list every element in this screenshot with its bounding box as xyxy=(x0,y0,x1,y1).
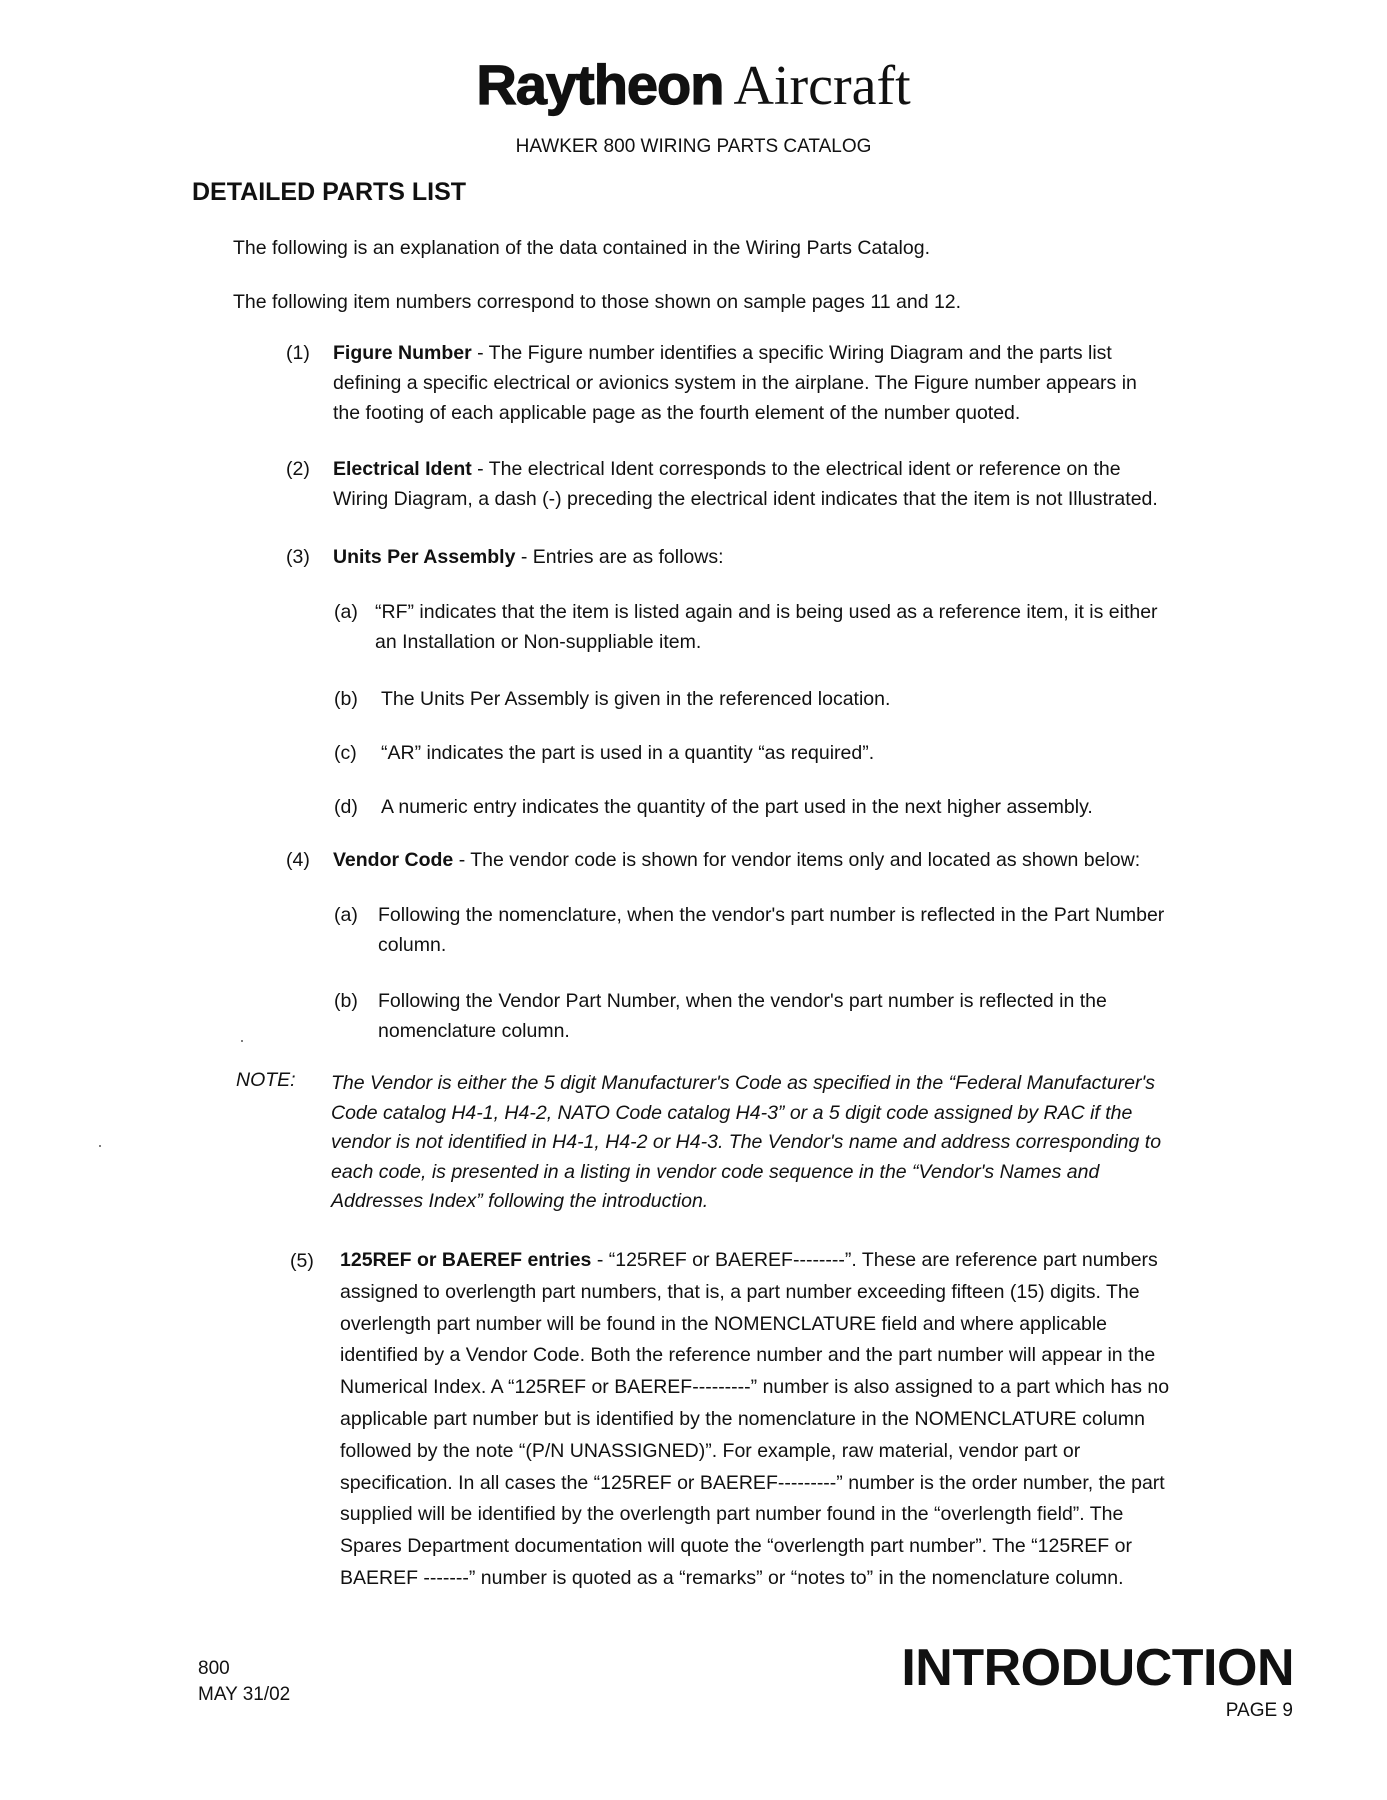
subitem-text: “AR” indicates the part is used in a quantity “as required”. xyxy=(381,742,875,764)
subitem-line: column. xyxy=(378,934,447,956)
subitem-text: A numeric entry indicates the quantity of the part used in the next higher assembly. xyxy=(381,796,1093,818)
item-text xyxy=(340,1245,1330,1595)
note-line: vendor is not identified in H4-1, H4-2 or H4-3. The Vendor's name and address corresponding to xyxy=(331,1131,1162,1153)
note-body xyxy=(331,1069,1301,1217)
intro-paragraph: The following is an explanation of the data contained in the Wiring Parts Catalog. xyxy=(233,237,931,259)
item-line: - “125REF or BAEREF--------”. These are reference part numbers xyxy=(591,1249,1158,1271)
item-term: 125REF or BAEREF entries xyxy=(340,1249,592,1271)
brand-name-bold: Raytheon xyxy=(476,53,724,116)
item-number: (3) xyxy=(286,546,310,568)
item-line: assigned to overlength part numbers, that is, a part number exceeding fifteen (15) digits. The xyxy=(340,1280,1140,1303)
brand-logo xyxy=(0,52,1387,118)
subitem-number: (b) xyxy=(334,990,358,1012)
subitem-number: (a) xyxy=(334,904,358,926)
subitem-line: “RF” indicates that the item is listed again and is being used as a reference item, it is either xyxy=(375,601,1158,623)
item-line: Wiring Diagram, a dash (-) preceding the electrical ident indicates that the item is not Illustrated. xyxy=(333,488,1158,510)
subitem-number: (a) xyxy=(334,601,358,623)
scan-speck xyxy=(99,1145,101,1147)
brand-name-light: Aircraft xyxy=(733,55,911,117)
note-line: Code catalog H4-1, H4-2, NATO Code catalog H4-3” or a 5 digit code assigned by RAC if the xyxy=(331,1101,1133,1124)
item-line: Numerical Index. A “125REF or BAEREF---------” number is also assigned to a part which has no xyxy=(340,1376,1170,1399)
item-number: (1) xyxy=(286,342,310,364)
item-line: - The Figure number identifies a specific Wiring Diagram and the parts list xyxy=(471,342,1112,364)
note-label: NOTE: xyxy=(236,1069,296,1091)
item-line: the footing of each applicable page as the fourth element of the number quoted. xyxy=(333,402,1021,424)
subitem-number: (c) xyxy=(334,742,357,764)
subitem-number: (d) xyxy=(334,796,358,818)
item-line: BAEREF -------” number is quoted as a “remarks” or “notes to” in the nomenclature column. xyxy=(340,1566,1124,1589)
footer-model: 800 xyxy=(198,1658,230,1679)
item-line: followed by the note “(P/N UNASSIGNED)”. For example, raw material, vendor part or xyxy=(340,1439,1081,1462)
item-line: - Entries are as follows: xyxy=(515,546,724,568)
subitem-text xyxy=(375,597,1305,657)
item-line: overlength part number will be found in the NOMENCLATURE field and where applicable xyxy=(340,1312,1108,1335)
item-term: Figure Number xyxy=(333,342,472,364)
item-line: specification. In all cases the “125REF or BAEREF---------” number is the order number, the part xyxy=(340,1471,1165,1494)
footer-date: MAY 31/02 xyxy=(198,1684,291,1705)
subitem-line: nomenclature column. xyxy=(378,1020,570,1042)
subitem-text xyxy=(378,900,1308,960)
item-line: - The electrical Ident corresponds to the electrical ident or reference on the xyxy=(471,458,1121,480)
item-line: applicable part number but is identified by the nomenclature in the NOMENCLATURE column xyxy=(340,1407,1145,1430)
note-line: Addresses Index” following the introduction. xyxy=(331,1190,709,1212)
section-title: DETAILED PARTS LIST xyxy=(192,178,467,206)
subitem-text xyxy=(378,986,1308,1046)
item-text xyxy=(333,542,724,572)
note-line: each code, is presented in a listing in vendor code sequence in the “Vendor's Names and xyxy=(331,1160,1100,1183)
item-line: - The vendor code is shown for vendor items only and located as shown below: xyxy=(453,849,1141,871)
item-number: (2) xyxy=(286,458,310,480)
item-term: Electrical Ident xyxy=(333,458,472,480)
item-line: defining a specific electrical or avionics system in the airplane. The Figure number appears in xyxy=(333,372,1137,394)
intro-paragraph: The following item numbers correspond to those shown on sample pages 11 and 12. xyxy=(233,291,962,313)
footer-section-title: INTRODUCTION xyxy=(901,1639,1294,1697)
item-text xyxy=(333,454,1323,514)
page-number: PAGE 9 xyxy=(1225,1700,1293,1721)
scan-speck xyxy=(241,1040,243,1042)
item-line: supplied will be identified by the overlength part number found in the “overlength field”. The xyxy=(340,1503,1124,1526)
item-line: identified by a Vendor Code. Both the reference number and the part number will appear in the xyxy=(340,1344,1156,1367)
subitem-line: an Installation or Non-suppliable item. xyxy=(375,631,702,653)
subitem-line: Following the nomenclature, when the vendor's part number is reflected in the Part Number xyxy=(378,904,1165,926)
item-text xyxy=(333,845,1140,875)
subitem-number: (b) xyxy=(334,688,358,710)
note-line: The Vendor is either the 5 digit Manufacturer's Code as specified in the “Federal Manufacturer's xyxy=(331,1072,1155,1094)
catalog-title: HAWKER 800 WIRING PARTS CATALOG xyxy=(515,136,872,157)
subitem-text: The Units Per Assembly is given in the referenced location. xyxy=(381,688,891,710)
item-number: (5) xyxy=(290,1250,314,1272)
item-number: (4) xyxy=(286,849,310,871)
item-term: Units Per Assembly xyxy=(333,546,516,568)
item-term: Vendor Code xyxy=(333,849,454,871)
item-line: Spares Department documentation will quote the “overlength part number”. The “125REF or xyxy=(340,1535,1132,1558)
item-text xyxy=(333,338,1313,428)
subitem-line: Following the Vendor Part Number, when the vendor's part number is reflected in the xyxy=(378,990,1107,1012)
